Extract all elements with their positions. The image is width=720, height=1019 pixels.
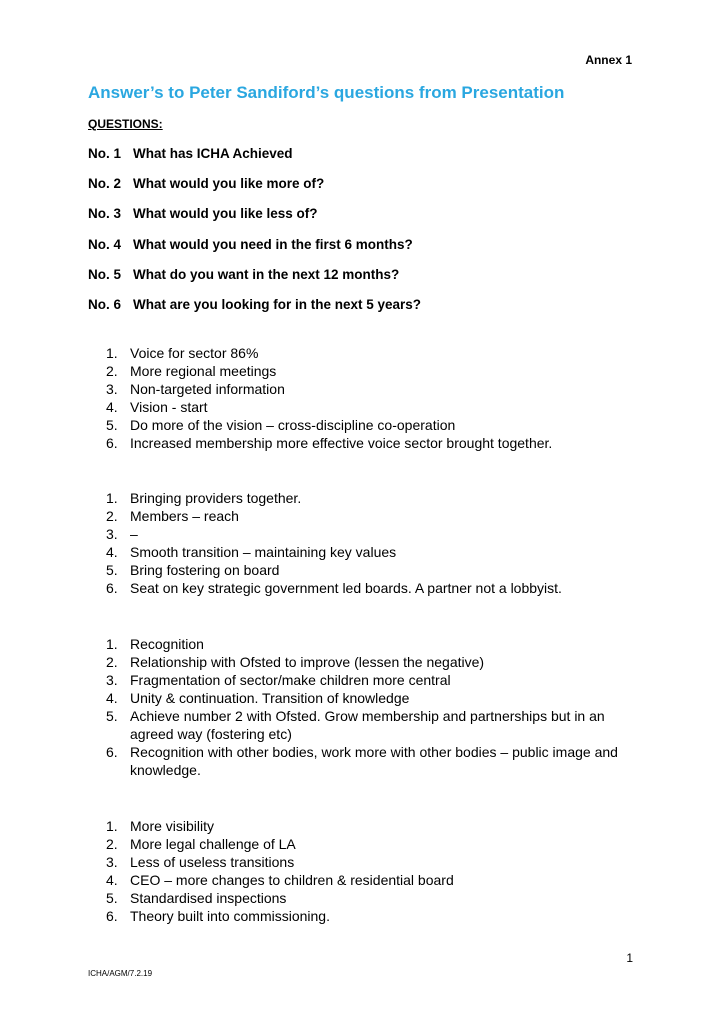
list-item	[106, 416, 646, 434]
list-item-text: Members – reach	[130, 508, 239, 524]
list-item-number: 2.	[106, 836, 118, 852]
list-item-number: 2.	[106, 363, 118, 379]
list-item-number: 5.	[106, 417, 118, 433]
list-item-number: 1.	[106, 345, 118, 361]
list-item	[106, 543, 646, 561]
list-item	[106, 398, 646, 416]
page-number: 1	[626, 951, 633, 965]
list-item-number: 1.	[106, 818, 118, 834]
list-item	[106, 671, 646, 689]
list-item-text: Less of useless transitions	[130, 854, 295, 870]
question-item	[88, 176, 421, 206]
list-item	[106, 689, 646, 707]
list-item-text: Voice for sector 86%	[130, 345, 259, 361]
list-item	[106, 907, 646, 925]
question-text: What do you want in the next 12 months?	[133, 266, 400, 282]
questions-heading: QUESTIONS:	[88, 117, 163, 131]
list-item-number: 6.	[106, 435, 118, 451]
question-number: No. 2	[88, 176, 122, 192]
question-text: What would you like more of?	[133, 176, 325, 192]
annex-label: Annex 1	[585, 53, 632, 67]
question-item	[88, 206, 421, 236]
list-item-number: 6.	[106, 580, 118, 596]
question-text: What would you like less of?	[133, 206, 318, 222]
list-item-text: More visibility	[130, 818, 215, 834]
list-item	[106, 871, 646, 889]
list-item	[106, 434, 646, 452]
list-item-number: 4.	[106, 872, 118, 888]
list-item-number: 2.	[106, 508, 118, 524]
list-item-text: Bringing providers together.	[130, 490, 302, 506]
list-item-number: 3.	[106, 526, 118, 542]
list-item-number: 6.	[106, 744, 118, 760]
list-item-number: 4.	[106, 544, 118, 560]
question-item	[88, 237, 421, 267]
list-item-text: More legal challenge of LA	[130, 836, 296, 852]
list-item-text: Do more of the vision – cross-discipline co-operation	[130, 417, 456, 433]
list-item	[106, 380, 646, 398]
list-item-text: Standardised inspections	[130, 890, 287, 906]
list-item-number: 2.	[106, 654, 118, 670]
list-item-text: Increased membership more effective voice sector brought together.	[130, 435, 553, 451]
list-item-text: Relationship with Ofsted to improve (lessen the negative)	[130, 654, 485, 670]
question-text: What would you need in the first 6 months?	[133, 236, 413, 252]
list-item-text: Bring fostering on board	[130, 562, 280, 578]
list-item-text: Seat on key strategic government led boards. A partner not a lobbyist.	[130, 580, 562, 596]
question-number: No. 4	[88, 236, 122, 252]
answer-list-3	[106, 635, 646, 779]
list-item	[106, 507, 646, 525]
list-item	[106, 817, 646, 835]
list-item-number: 5.	[106, 708, 118, 724]
list-item-text: Unity & continuation. Transition of knowledge	[130, 690, 410, 706]
list-item	[106, 362, 646, 380]
list-item-number: 3.	[106, 854, 118, 870]
list-item	[106, 635, 646, 653]
list-item	[106, 489, 646, 507]
question-text: What are you looking for in the next 5 years?	[133, 296, 422, 312]
question-text: What has ICHA Achieved	[133, 146, 293, 161]
list-item	[106, 561, 646, 579]
page-title: Answer’s to Peter Sandiford’s questions from Presentation	[88, 83, 565, 102]
list-item	[106, 653, 646, 671]
list-item-number: 5.	[106, 562, 118, 578]
list-item-text: Non-targeted information	[130, 381, 285, 397]
list-item	[106, 344, 646, 362]
question-item	[88, 146, 421, 176]
list-item-text: More regional meetings	[130, 363, 277, 379]
list-item	[106, 853, 646, 871]
list-item-text: Fragmentation of sector/make children more central	[130, 672, 451, 688]
list-item	[106, 889, 646, 907]
question-number: No. 5	[88, 266, 122, 282]
list-item-text: CEO – more changes to children & residential board	[130, 872, 454, 888]
list-item-text: –	[130, 526, 138, 542]
question-item	[88, 297, 421, 327]
question-item	[88, 267, 421, 297]
list-item-text: Theory built into commissioning.	[130, 908, 330, 924]
answer-list-4	[106, 817, 646, 925]
list-item	[106, 835, 646, 853]
answer-list-1	[106, 344, 646, 452]
answer-list-2	[106, 489, 646, 597]
list-item-number: 1.	[106, 490, 118, 506]
list-item-number: 4.	[106, 399, 118, 415]
list-item-text: Smooth transition – maintaining key values	[130, 544, 397, 560]
question-number: No. 3	[88, 206, 122, 222]
list-item-text: Recognition	[130, 636, 204, 652]
list-item-number: 3.	[106, 381, 118, 397]
list-item-number: 1.	[106, 636, 118, 652]
list-item-number: 6.	[106, 908, 118, 924]
footer-reference: ICHA/AGM/7.2.19	[88, 969, 153, 978]
question-number: No. 1	[88, 146, 122, 161]
list-item-text: Recognition with other bodies, work more with other bodies – public image and knowledge.	[130, 744, 618, 778]
list-item-text: Vision - start	[130, 399, 208, 415]
question-number: No. 6	[88, 296, 122, 312]
questions-list	[88, 146, 421, 327]
list-item	[106, 579, 646, 597]
list-item-number: 4.	[106, 690, 118, 706]
list-item-number: 3.	[106, 672, 118, 688]
list-item	[106, 743, 646, 779]
list-item-text: Achieve number 2 with Ofsted. Grow membership and partnerships but in an agreed way (fostering etc)	[130, 708, 605, 742]
list-item-number: 5.	[106, 890, 118, 906]
list-item	[106, 707, 646, 743]
list-item	[106, 525, 646, 543]
